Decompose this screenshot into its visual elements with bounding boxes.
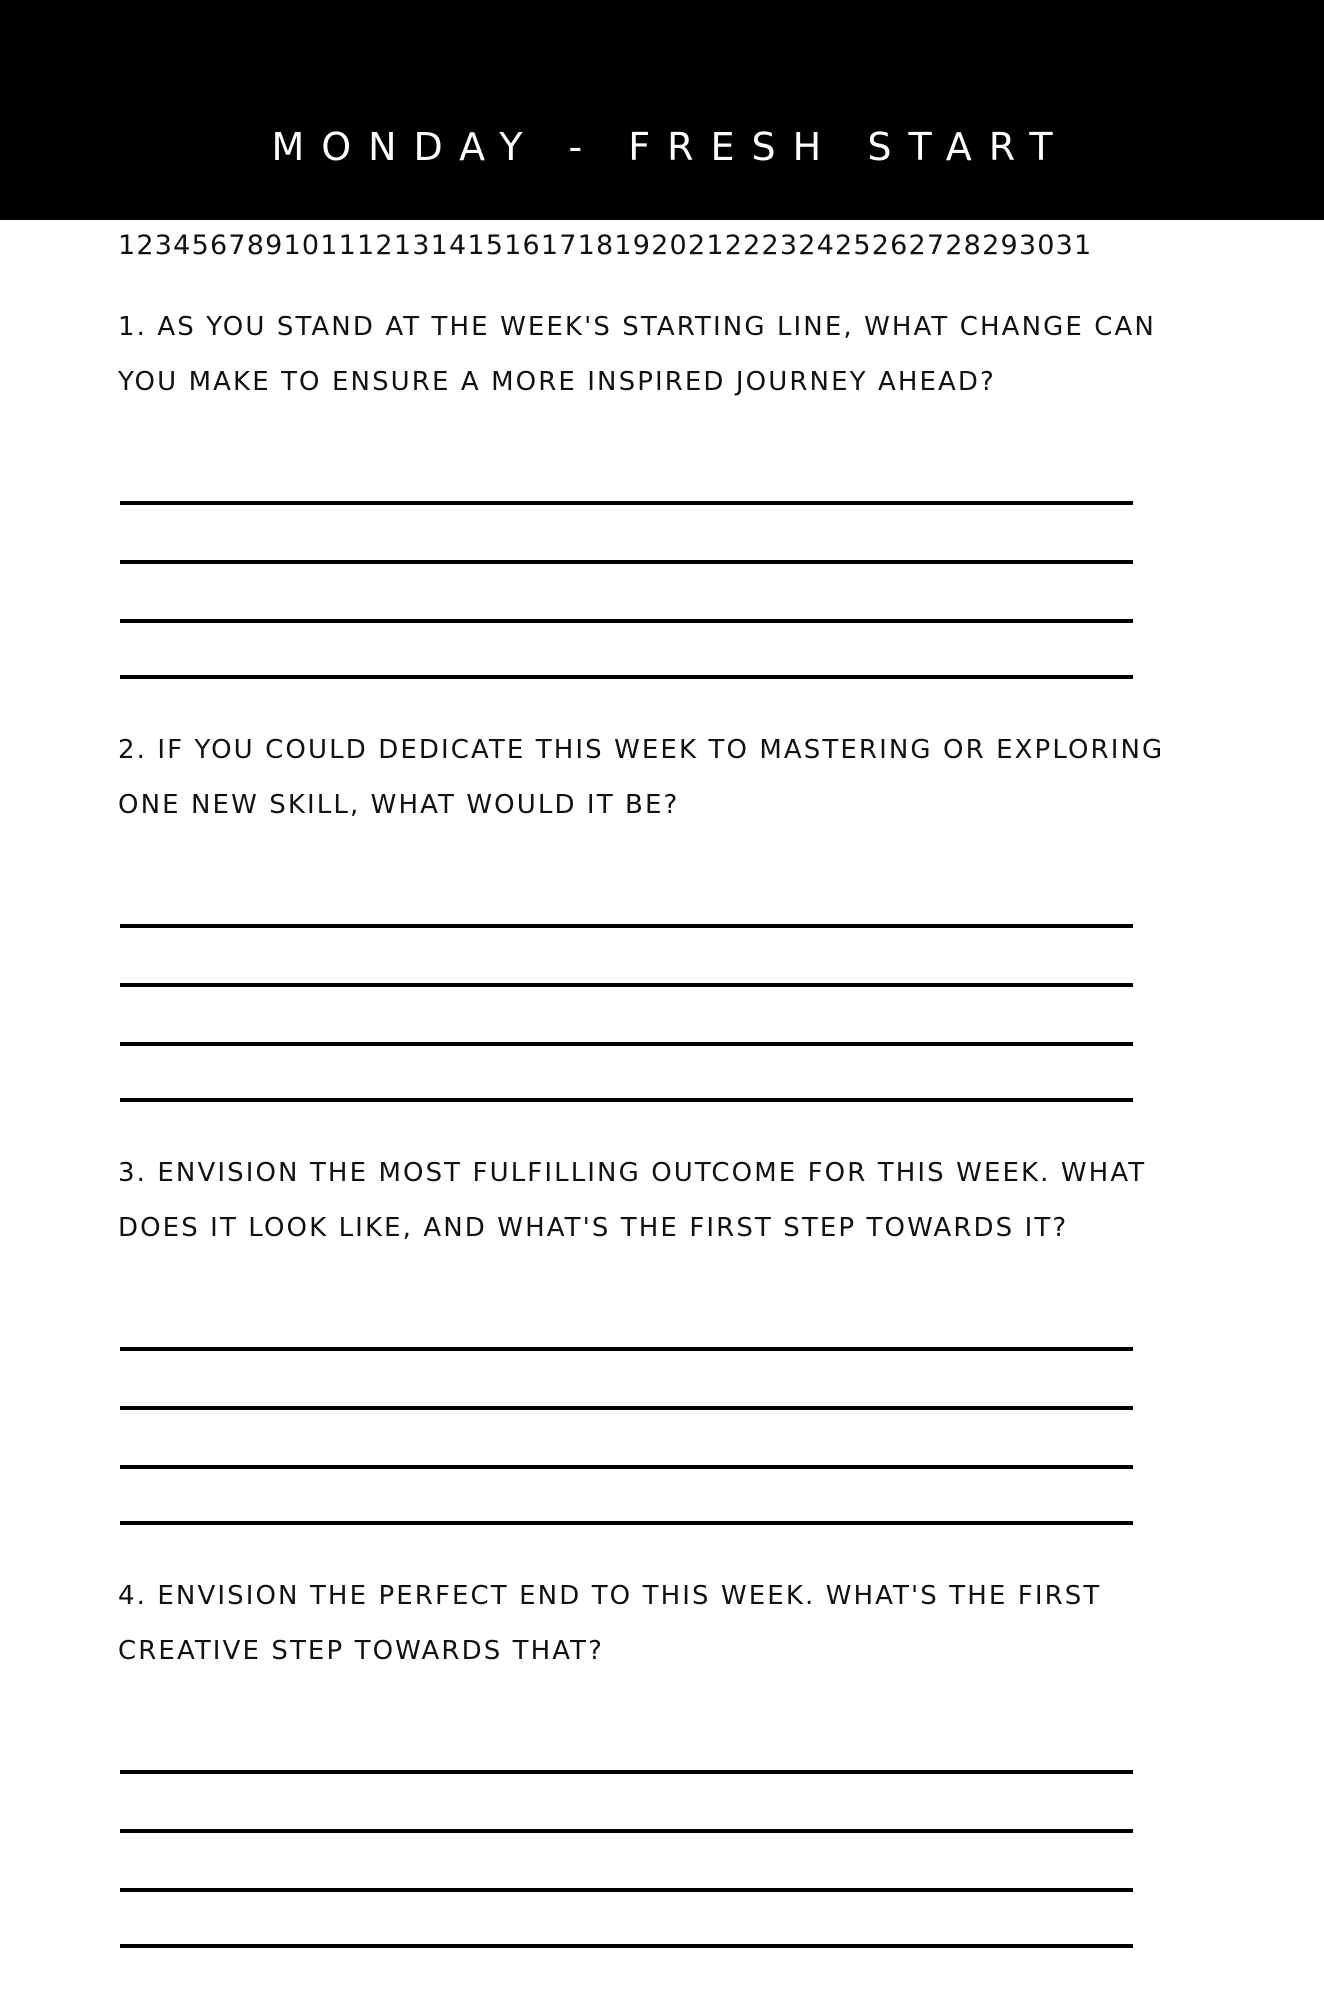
answer-line[interactable] — [120, 1292, 1133, 1351]
question-prompt — [118, 1569, 1148, 1679]
day-number: 14 — [430, 230, 468, 261]
answer-line[interactable] — [120, 869, 1133, 928]
day-number: 24 — [798, 230, 835, 261]
day-number: 13 — [393, 230, 431, 261]
answer-lines[interactable] — [120, 1292, 1133, 1525]
day-number: 17 — [540, 230, 578, 261]
day-number: 9 — [265, 230, 284, 261]
question-block — [0, 1569, 1324, 1948]
day-number: 11 — [320, 230, 358, 261]
day-number: 1 — [118, 230, 137, 261]
answer-line[interactable] — [120, 1715, 1133, 1774]
question-block — [0, 300, 1324, 679]
question-prompt — [118, 1146, 1148, 1256]
day-number: 20 — [651, 230, 688, 261]
day-number-strip — [118, 232, 1178, 259]
question-block — [0, 723, 1324, 1102]
answer-line[interactable] — [120, 623, 1133, 679]
day-number: 5 — [191, 230, 210, 261]
day-number: 28 — [945, 230, 983, 261]
day-number: 15 — [467, 230, 505, 261]
question-prompt-line: CREATIVE STEP TOWARDS THAT? — [118, 1636, 605, 1666]
answer-line[interactable] — [120, 1892, 1133, 1948]
day-number: 26 — [871, 230, 909, 261]
day-number: 29 — [982, 230, 1019, 261]
answer-line[interactable] — [120, 1351, 1133, 1410]
day-number: 3 — [154, 230, 174, 261]
answer-line[interactable] — [120, 1410, 1133, 1469]
day-number: 7 — [228, 230, 247, 261]
question-prompt-line: ONE NEW SKILL, WHAT WOULD IT BE? — [118, 790, 680, 820]
question-prompt-line: 2. IF YOU COULD DEDICATE THIS WEEK TO MASTERING OR EXPLORING — [118, 735, 1165, 765]
day-number: 16 — [504, 230, 541, 261]
day-number: 2 — [136, 230, 155, 261]
day-number: 27 — [908, 230, 946, 261]
day-number: 4 — [173, 230, 192, 261]
question-prompt — [118, 723, 1165, 833]
question-prompt-line: 3. ENVISION THE MOST FULFILLING OUTCOME FOR THIS WEEK. WHAT — [118, 1158, 1147, 1188]
answer-lines[interactable] — [120, 1715, 1133, 1948]
day-number: 8 — [246, 230, 266, 261]
day-number: 23 — [761, 230, 799, 261]
day-number: 19 — [614, 230, 652, 261]
question-prompt-line: 1. AS YOU STAND AT THE WEEK'S STARTING LINE, WHAT CHANGE CAN — [118, 312, 1156, 342]
day-number: 22 — [724, 230, 762, 261]
answer-line[interactable] — [120, 987, 1133, 1046]
day-number: 18 — [577, 230, 615, 261]
questions-area — [0, 300, 1324, 1992]
day-number: 10 — [283, 230, 321, 261]
answer-lines[interactable] — [120, 869, 1133, 1102]
page-title: MONDAY - FRESH START — [271, 125, 1070, 169]
day-number: 12 — [357, 230, 394, 261]
question-block — [0, 1146, 1324, 1525]
page-header — [0, 0, 1324, 220]
answer-line[interactable] — [120, 1046, 1133, 1102]
answer-line[interactable] — [120, 564, 1133, 623]
answer-line[interactable] — [120, 928, 1133, 987]
answer-line[interactable] — [120, 1774, 1133, 1833]
answer-line[interactable] — [120, 446, 1133, 505]
question-prompt-line: 4. ENVISION THE PERFECT END TO THIS WEEK. WHAT'S THE FIRST — [118, 1581, 1102, 1611]
answer-lines[interactable] — [120, 446, 1133, 679]
answer-line[interactable] — [120, 1833, 1133, 1892]
day-number: 25 — [835, 230, 872, 261]
day-number: 30 — [1018, 230, 1056, 261]
question-prompt — [118, 300, 1156, 410]
question-prompt-line: YOU MAKE TO ENSURE A MORE INSPIRED JOURNEY AHEAD? — [118, 367, 996, 397]
answer-line[interactable] — [120, 505, 1133, 564]
day-number: 6 — [209, 230, 229, 261]
question-prompt-line: DOES IT LOOK LIKE, AND WHAT'S THE FIRST STEP TOWARDS IT? — [118, 1213, 1069, 1243]
day-number: 21 — [687, 230, 725, 261]
answer-line[interactable] — [120, 1469, 1133, 1525]
day-number: 31 — [1055, 230, 1093, 261]
